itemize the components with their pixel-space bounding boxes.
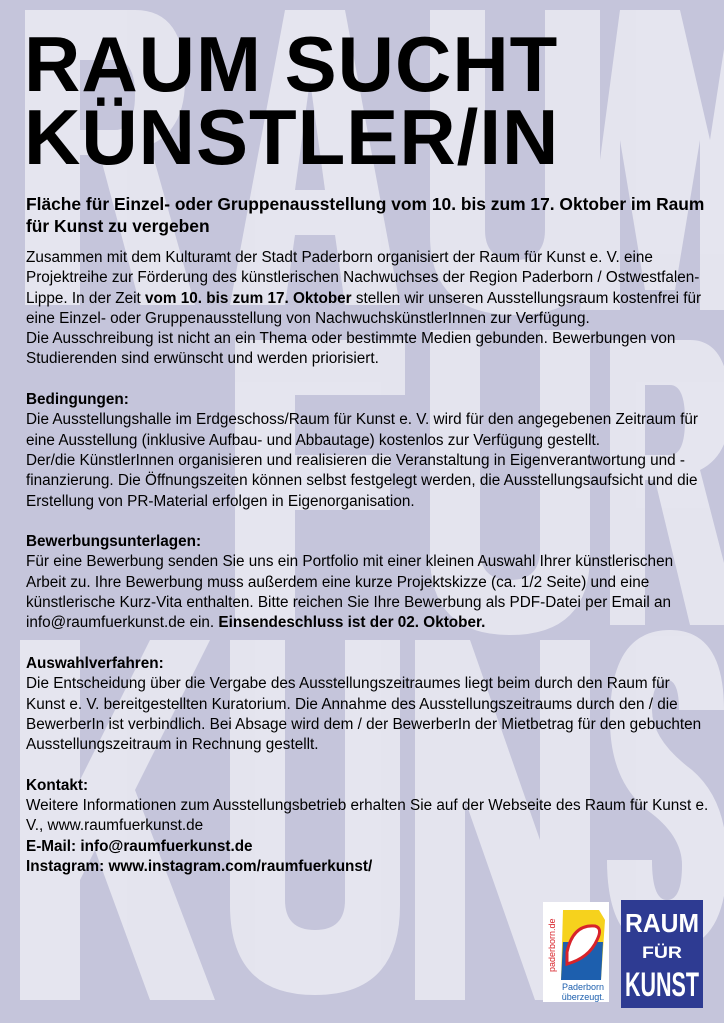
raum-logo-line-1: RAUM — [625, 908, 699, 938]
selection-heading: Auswahlverfahren: — [26, 654, 164, 672]
contact-heading: Kontakt: — [26, 776, 89, 794]
selection-paragraph: Die Entscheidung über die Vergabe des Ausstellungszeitraumes liegt beim durch den Raum für Kunst e. V. bereitgestellten Kuratorium. Die Annahme des Ausstellungszeitraums durch den / die BewerberIn ist verbindlich. Bei Absage wird dem / der BewerberIn der Mietbetrag für den gebuchten Ausstellungszeitraum in Rechnung gestellt. — [26, 675, 702, 754]
title-line-2: KÜNSTLER/IN — [24, 93, 560, 181]
conditions-paragraph-2: Der/die KünstlerInnen organisieren und realisieren die Veranstaltung in Eigenverantwortung und -finanzierung. Die Öffnungszeiten können selbst festgelegt werden, die Ausstellungsaufsicht und die Erstellung von PR-Material erfolgen in Eigenorganisation. — [26, 451, 698, 510]
paderborn-logo-line-2: überzeugt. — [561, 992, 605, 1002]
conditions-paragraph-1: Die Ausstellungshalle im Erdgeschoss/Raum für Kunst e. V. wird für den angegebenen Zeitraum für eine Ausstellung (inklusive Aufbau- und Abbautage) kostenlos zur Verfügung gestellt. — [26, 411, 699, 449]
application-heading: Bewerbungsunterlagen: — [26, 533, 202, 551]
application-paragraph — [26, 552, 712, 633]
body-text — [26, 248, 712, 877]
intro-paragraph-2: Die Ausschreibung ist nicht an ein Thema oder bestimmte Medien gebunden. Bewerbungen von Studierenden sind erwünscht und werden priorisiert. — [26, 330, 676, 368]
application-text: Für eine Bewerbung senden Sie uns ein Portfolio mit einer kleinen Auswahl Ihrer künstlerischen Arbeit zu. Ihre Bewerbung muss außerdem eine kurze Projektskizze (ca. 1/2 Seite) und eine künstlerische Kurz-Vita enthalten. Bitte reichen Sie Ihre Bewerbung als PDF-Datei per Email an info@raumfuerkunst.de ein. — [26, 553, 674, 632]
paderborn-vertical-text: paderborn.de — [547, 918, 557, 972]
paderborn-logo — [543, 902, 609, 1002]
intro-text-2: stellen wir unseren Ausstellungsraum kostenfrei für eine Einzel- oder Gruppenausstellung von NachwuchskünstlerInnen zur Verfügung. — [26, 289, 702, 327]
subtitle: Fläche für Einzel- oder Gruppenausstellung vom 10. bis zum 17. Oktober im Raum für Kunst zu vergeben — [26, 194, 705, 236]
intro-date-range: vom 10. bis zum 17. Oktober — [145, 289, 352, 307]
page-title — [24, 20, 714, 181]
application-deadline: Einsendeschluss ist der 02. Oktober. — [218, 614, 486, 632]
raum-logo-line-3: KUNST — [625, 966, 700, 1004]
raum-logo-line-2: FÜR — [642, 943, 682, 962]
contact-email: E-Mail: info@raumfuerkunst.de — [26, 837, 253, 855]
contact-paragraph: Weitere Informationen zum Ausstellungsbetrieb erhalten Sie auf der Webseite des Raum für Kunst e. V., www.raumfuerkunst.de — [26, 797, 709, 835]
paderborn-logo-line-1: Paderborn — [561, 982, 605, 992]
raum-logo-graphic — [621, 900, 703, 1008]
title-line-1: RAUM SUCHT — [24, 20, 559, 108]
raum-fuer-kunst-logo — [621, 900, 703, 1008]
conditions-heading: Bedingungen: — [26, 391, 129, 409]
contact-instagram: Instagram: www.instagram.com/raumfuerkunst/ — [26, 857, 373, 875]
paderborn-logo-graphic — [543, 902, 609, 1002]
intro-paragraph — [26, 248, 712, 329]
intro-text-1: Zusammen mit dem Kulturamt der Stadt Paderborn organisiert der Raum für Kunst e. V. eine Projektreihe zur Förderung des künstlerischen Nachwuchses der Region Paderborn / Ostwestfalen-Lippe. In der Zeit — [26, 249, 700, 307]
